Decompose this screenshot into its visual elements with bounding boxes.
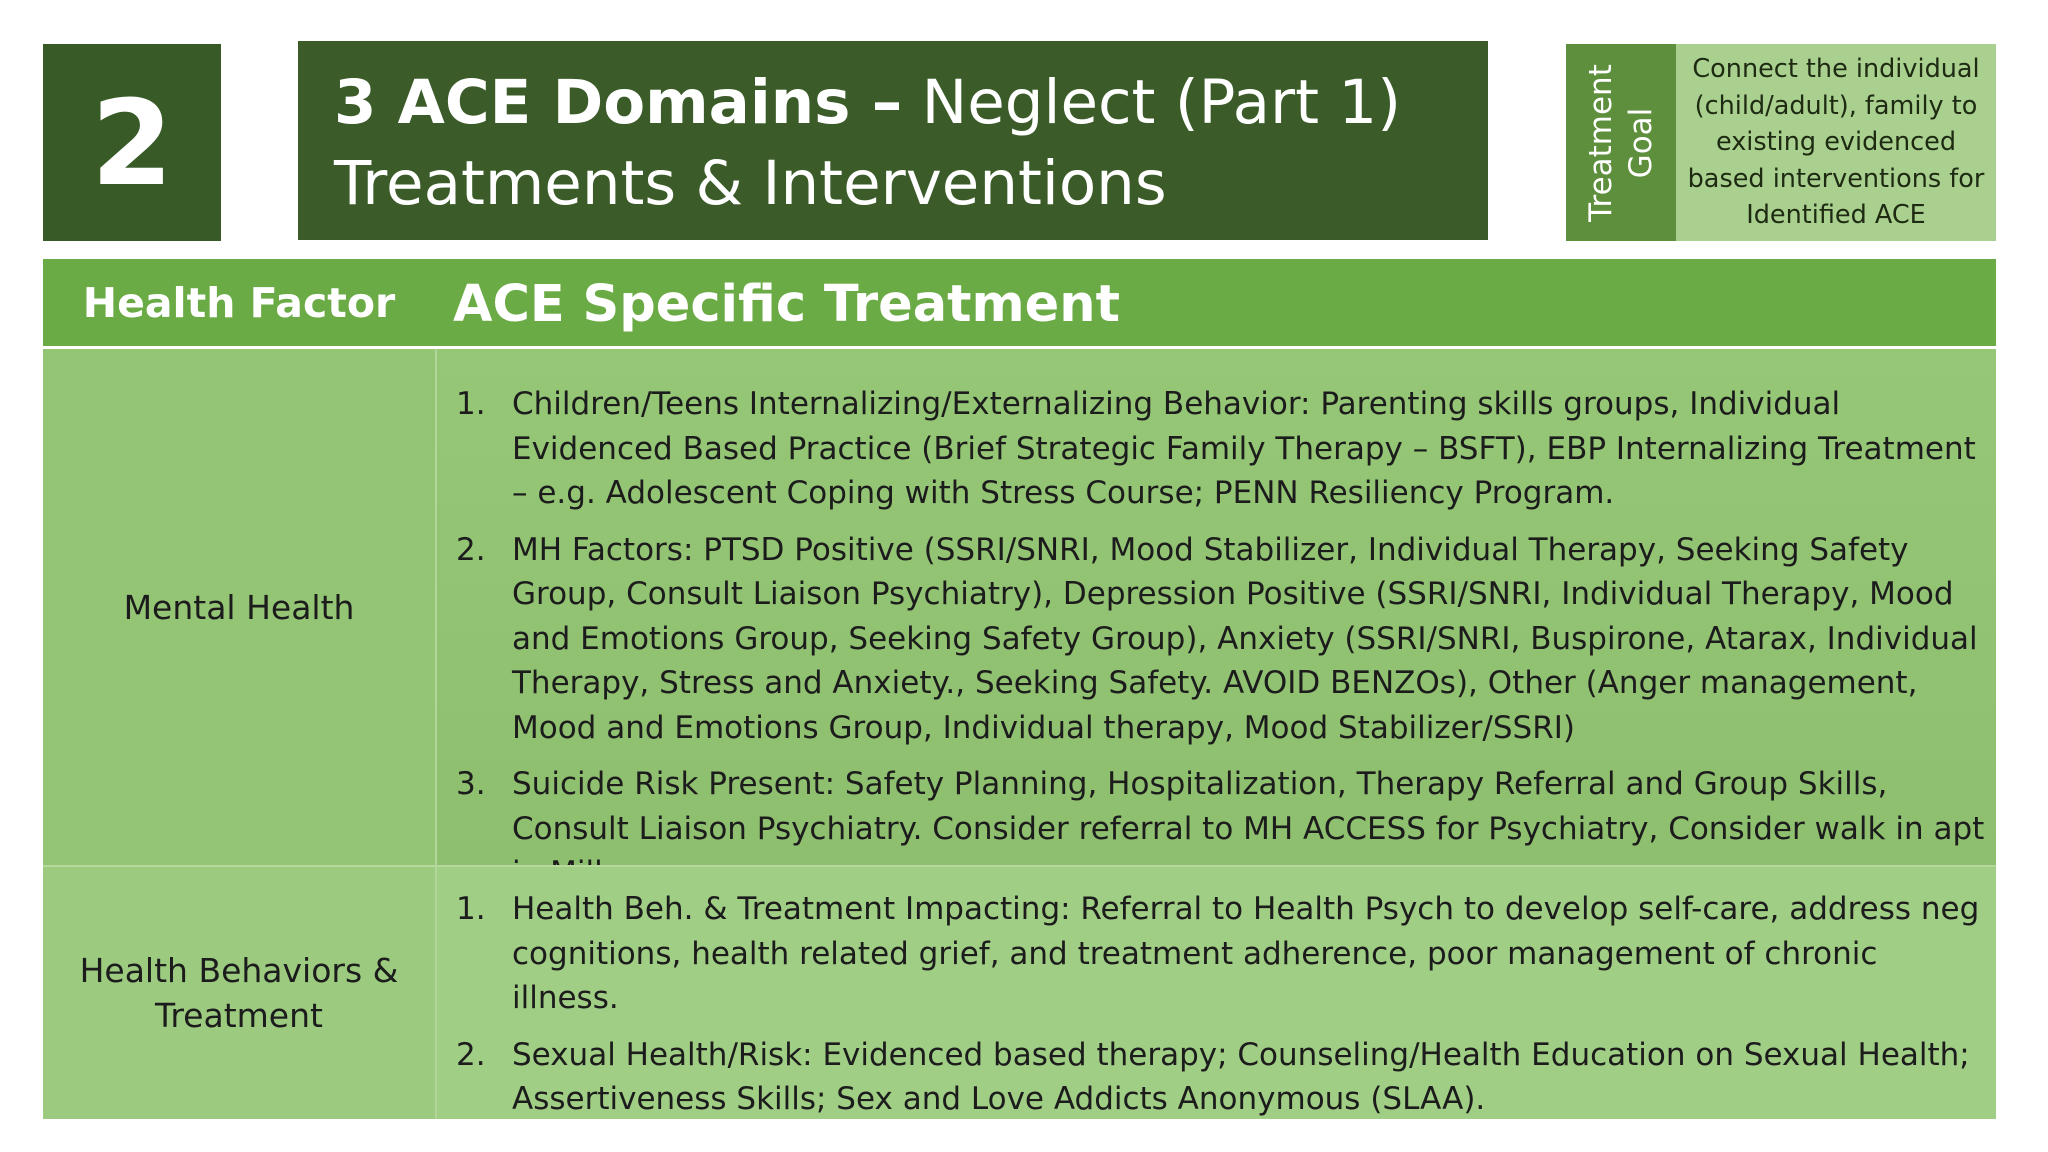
page-subtitle: Treatments & Interventions — [334, 148, 1167, 219]
slide-number: 2 — [90, 73, 174, 212]
treatment-list — [437, 382, 1996, 908]
header-health-factor: Health Factor — [82, 278, 396, 327]
treatment-goal-label — [1566, 44, 1676, 241]
item-number: 2. — [456, 1036, 486, 1073]
list-item — [437, 528, 1996, 751]
slide-number-box — [43, 44, 221, 241]
page-title — [334, 63, 1488, 143]
table-row-health-behaviors — [43, 865, 1996, 1119]
item-number: 1. — [456, 386, 486, 422]
table-row-mental-health — [43, 349, 1996, 865]
item-number: 1. — [456, 891, 486, 927]
item-text: Health Beh. & Treatment Impacting: Referral to Health Psych to develop self-care, address neg cognitions, health related grief, and treatment adherence, poor management of chronic illness. — [512, 891, 1980, 1016]
goal-label-line1: Treatment — [1583, 63, 1619, 222]
item-text: MH Factors: PTSD Positive (SSRI/SNRI, Mood Stabilizer, Individual Therapy, Seeking Safety Group, Consult Liaison Psychiatry), Depression Positive (SSRI/SNRI, Individual Therapy, Mood and Emotions Group, Seeking Safety Group), Anxiety (SSRI/SNRI, Buspirone, Atarax, Individual Therapy, Stress and Anxiety., Seeking Safety. AVOID BENZOs), Other (Anger management, Mood and Emotions Group, Individual therapy, Mood Stabilizer/SSRI) — [512, 531, 1978, 746]
item-text: Sexual Health/Risk: Evidenced based therapy; Counseling/Health Education on Sexual Health; Assertiveness Skills; Sex and Love Addicts Anonymous (SLAA). — [512, 1036, 1970, 1117]
item-number: 3. — [456, 766, 486, 802]
treatment-cell — [437, 349, 1996, 865]
list-item — [437, 382, 1996, 516]
treatment-table — [43, 259, 1996, 1119]
table-header — [43, 259, 1996, 349]
treatment-cell — [437, 867, 1996, 1119]
treatment-goal-text: Connect the individual (child/adult), family to existing evidenced based interventions for Identified ACE — [1676, 44, 1996, 241]
title-banner — [298, 41, 1488, 240]
title-rest: Neglect (Part 1) — [902, 67, 1402, 138]
list-item — [437, 1033, 1996, 1122]
health-factor-cell: Health Behaviors & Treatment — [43, 867, 437, 1119]
health-factor-cell: Mental Health — [43, 349, 437, 865]
item-number: 2. — [456, 531, 486, 568]
list-item — [437, 887, 1996, 1021]
treatment-list — [437, 887, 1996, 1134]
header-ace-specific-treatment: ACE Specific Treatment — [453, 275, 1120, 334]
goal-label-line2: Goal — [1623, 107, 1659, 178]
item-text: Children/Teens Internalizing/Externalizing Behavior: Parenting skills groups, Individual Evidenced Based Practice (Brief Strategic Family Therapy – BSFT), EBP Internalizing Treatment – e.g. Adolescent Coping with Stress Course; PENN Resiliency Program. — [512, 386, 1976, 511]
item-text: Suicide Risk Present: Safety Planning, Hospitalization, Therapy Referral and Group Skills, Consult Liaison Psychiatry. Consider referral to MH ACCESS for Psychiatry, Consider walk in apt — [512, 766, 1985, 847]
title-bold: 3 ACE Domains – — [334, 67, 903, 138]
